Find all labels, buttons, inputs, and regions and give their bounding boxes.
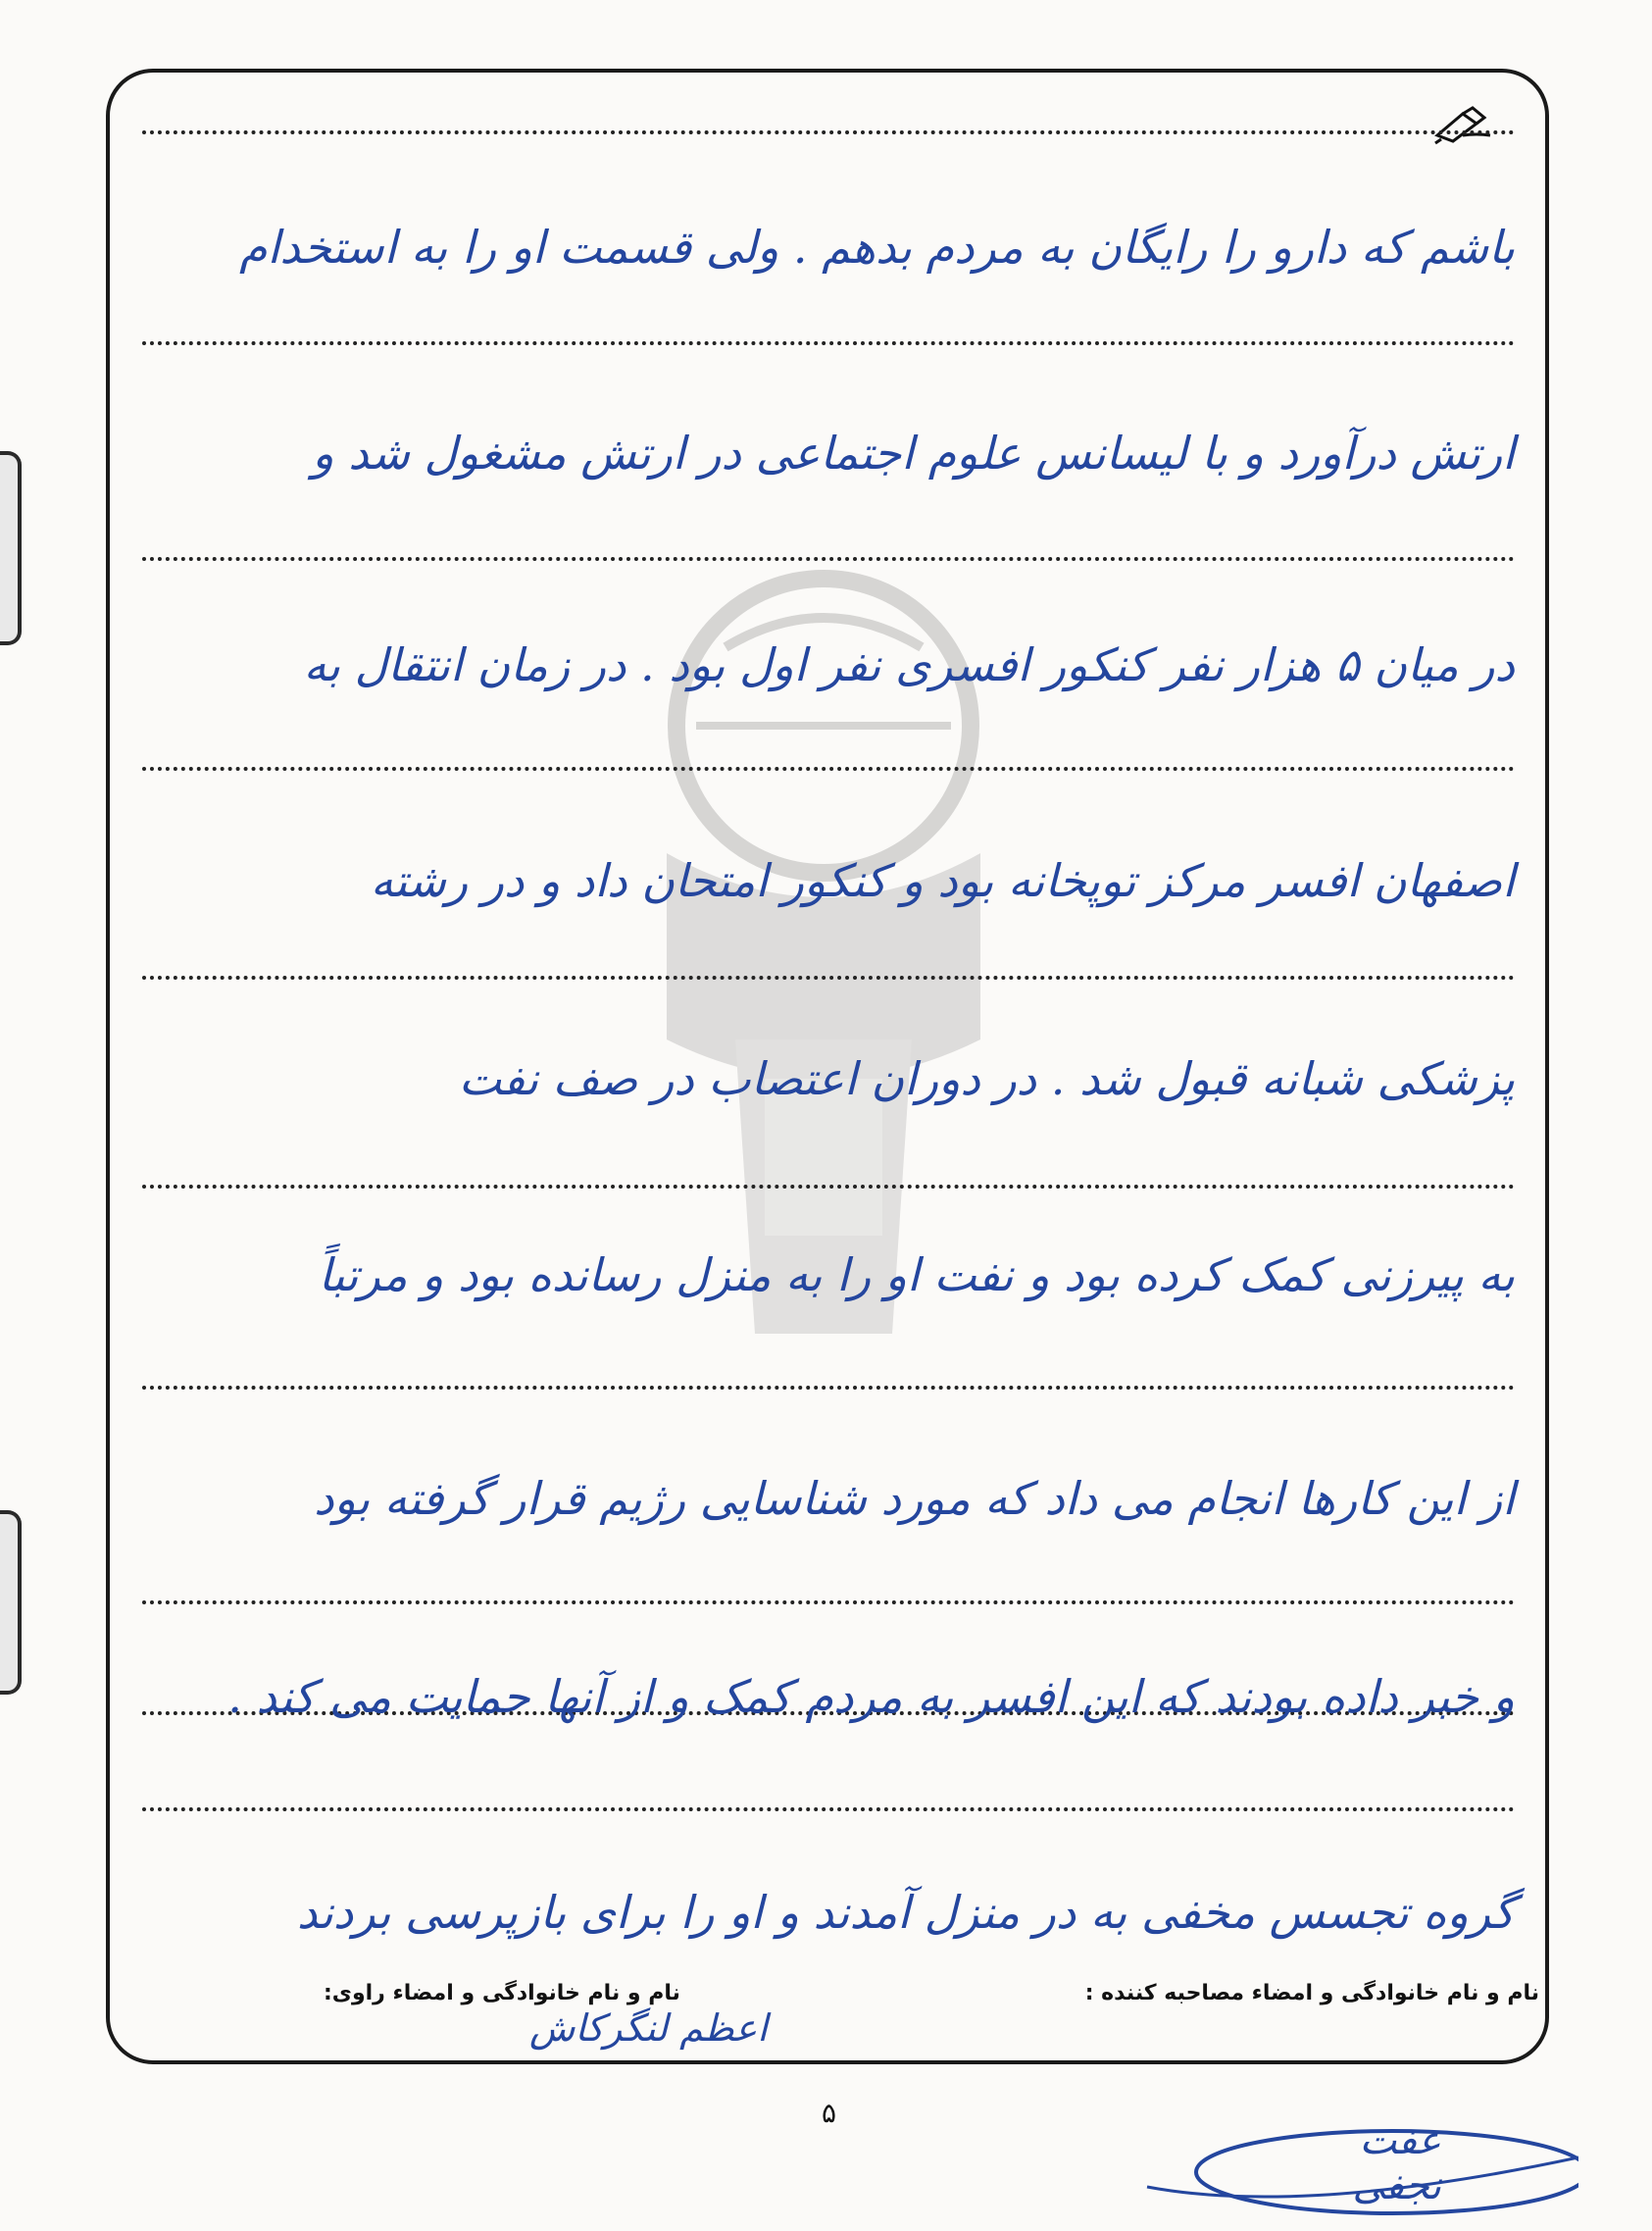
interviewer-signature-label: نام و نام خانوادگی و امضاء مصاحبه کننده :	[1084, 1981, 1539, 2005]
handwritten-line: به پیرزنی کمک کرده بود و نفت او را به منزل رسانده بود و مرتباً	[318, 1248, 1515, 1301]
handwritten-line: از این کارها انجام می داد که مورد شناسایی رژیم قرار گرفته بود	[314, 1472, 1515, 1525]
handwritten-line: گروه تجسس مخفی به در منزل آمدند و او را برای بازپرسی بردند	[296, 1886, 1515, 1939]
handwritten-line: پزشکی شبانه قبول شد . در دوران اعتصاب در صف نفت	[458, 1052, 1515, 1105]
ruled-line	[142, 1807, 1515, 1811]
page-number: ۵	[822, 2097, 837, 2129]
ruled-line	[142, 976, 1515, 980]
binder-clip-icon	[0, 451, 22, 645]
ruled-line	[142, 1600, 1515, 1604]
ruled-line	[142, 767, 1515, 771]
pen-icon	[1433, 106, 1492, 145]
handwritten-line: در میان ۵ هزار نفر کنکور افسری نفر اول بود . در زمان انتقال به	[303, 638, 1515, 691]
handwritten-line: باشم که دارو را رایگان به مردم بدهم . ولی قسمت او را به استخدام	[239, 221, 1515, 274]
binder-clip-icon	[0, 1510, 22, 1695]
ruled-line	[142, 1185, 1515, 1189]
ruled-line	[142, 130, 1515, 134]
handwritten-line: اصفهان افسر مرکز توپخانه بود و کنکور امتحان داد و در رشته	[370, 854, 1515, 907]
interviewer-signature: عفت نجفی	[1352, 2118, 1441, 2208]
ruled-line	[142, 1386, 1515, 1390]
handwritten-line: و خبر داده بودند که این افسر به مردم کمک و از آنها حمایت می کند .	[227, 1670, 1515, 1723]
narrator-signature: اعظم لنگرکاش	[529, 2006, 768, 2050]
ruled-line	[142, 341, 1515, 345]
ruled-line	[142, 557, 1515, 561]
handwritten-line: ارتش درآورد و با لیسانس علوم اجتماعی در ارتش مشغول شد و	[312, 427, 1515, 480]
narrator-signature-label: نام و نام خانوادگی و امضاء راوی:	[324, 1981, 680, 2005]
